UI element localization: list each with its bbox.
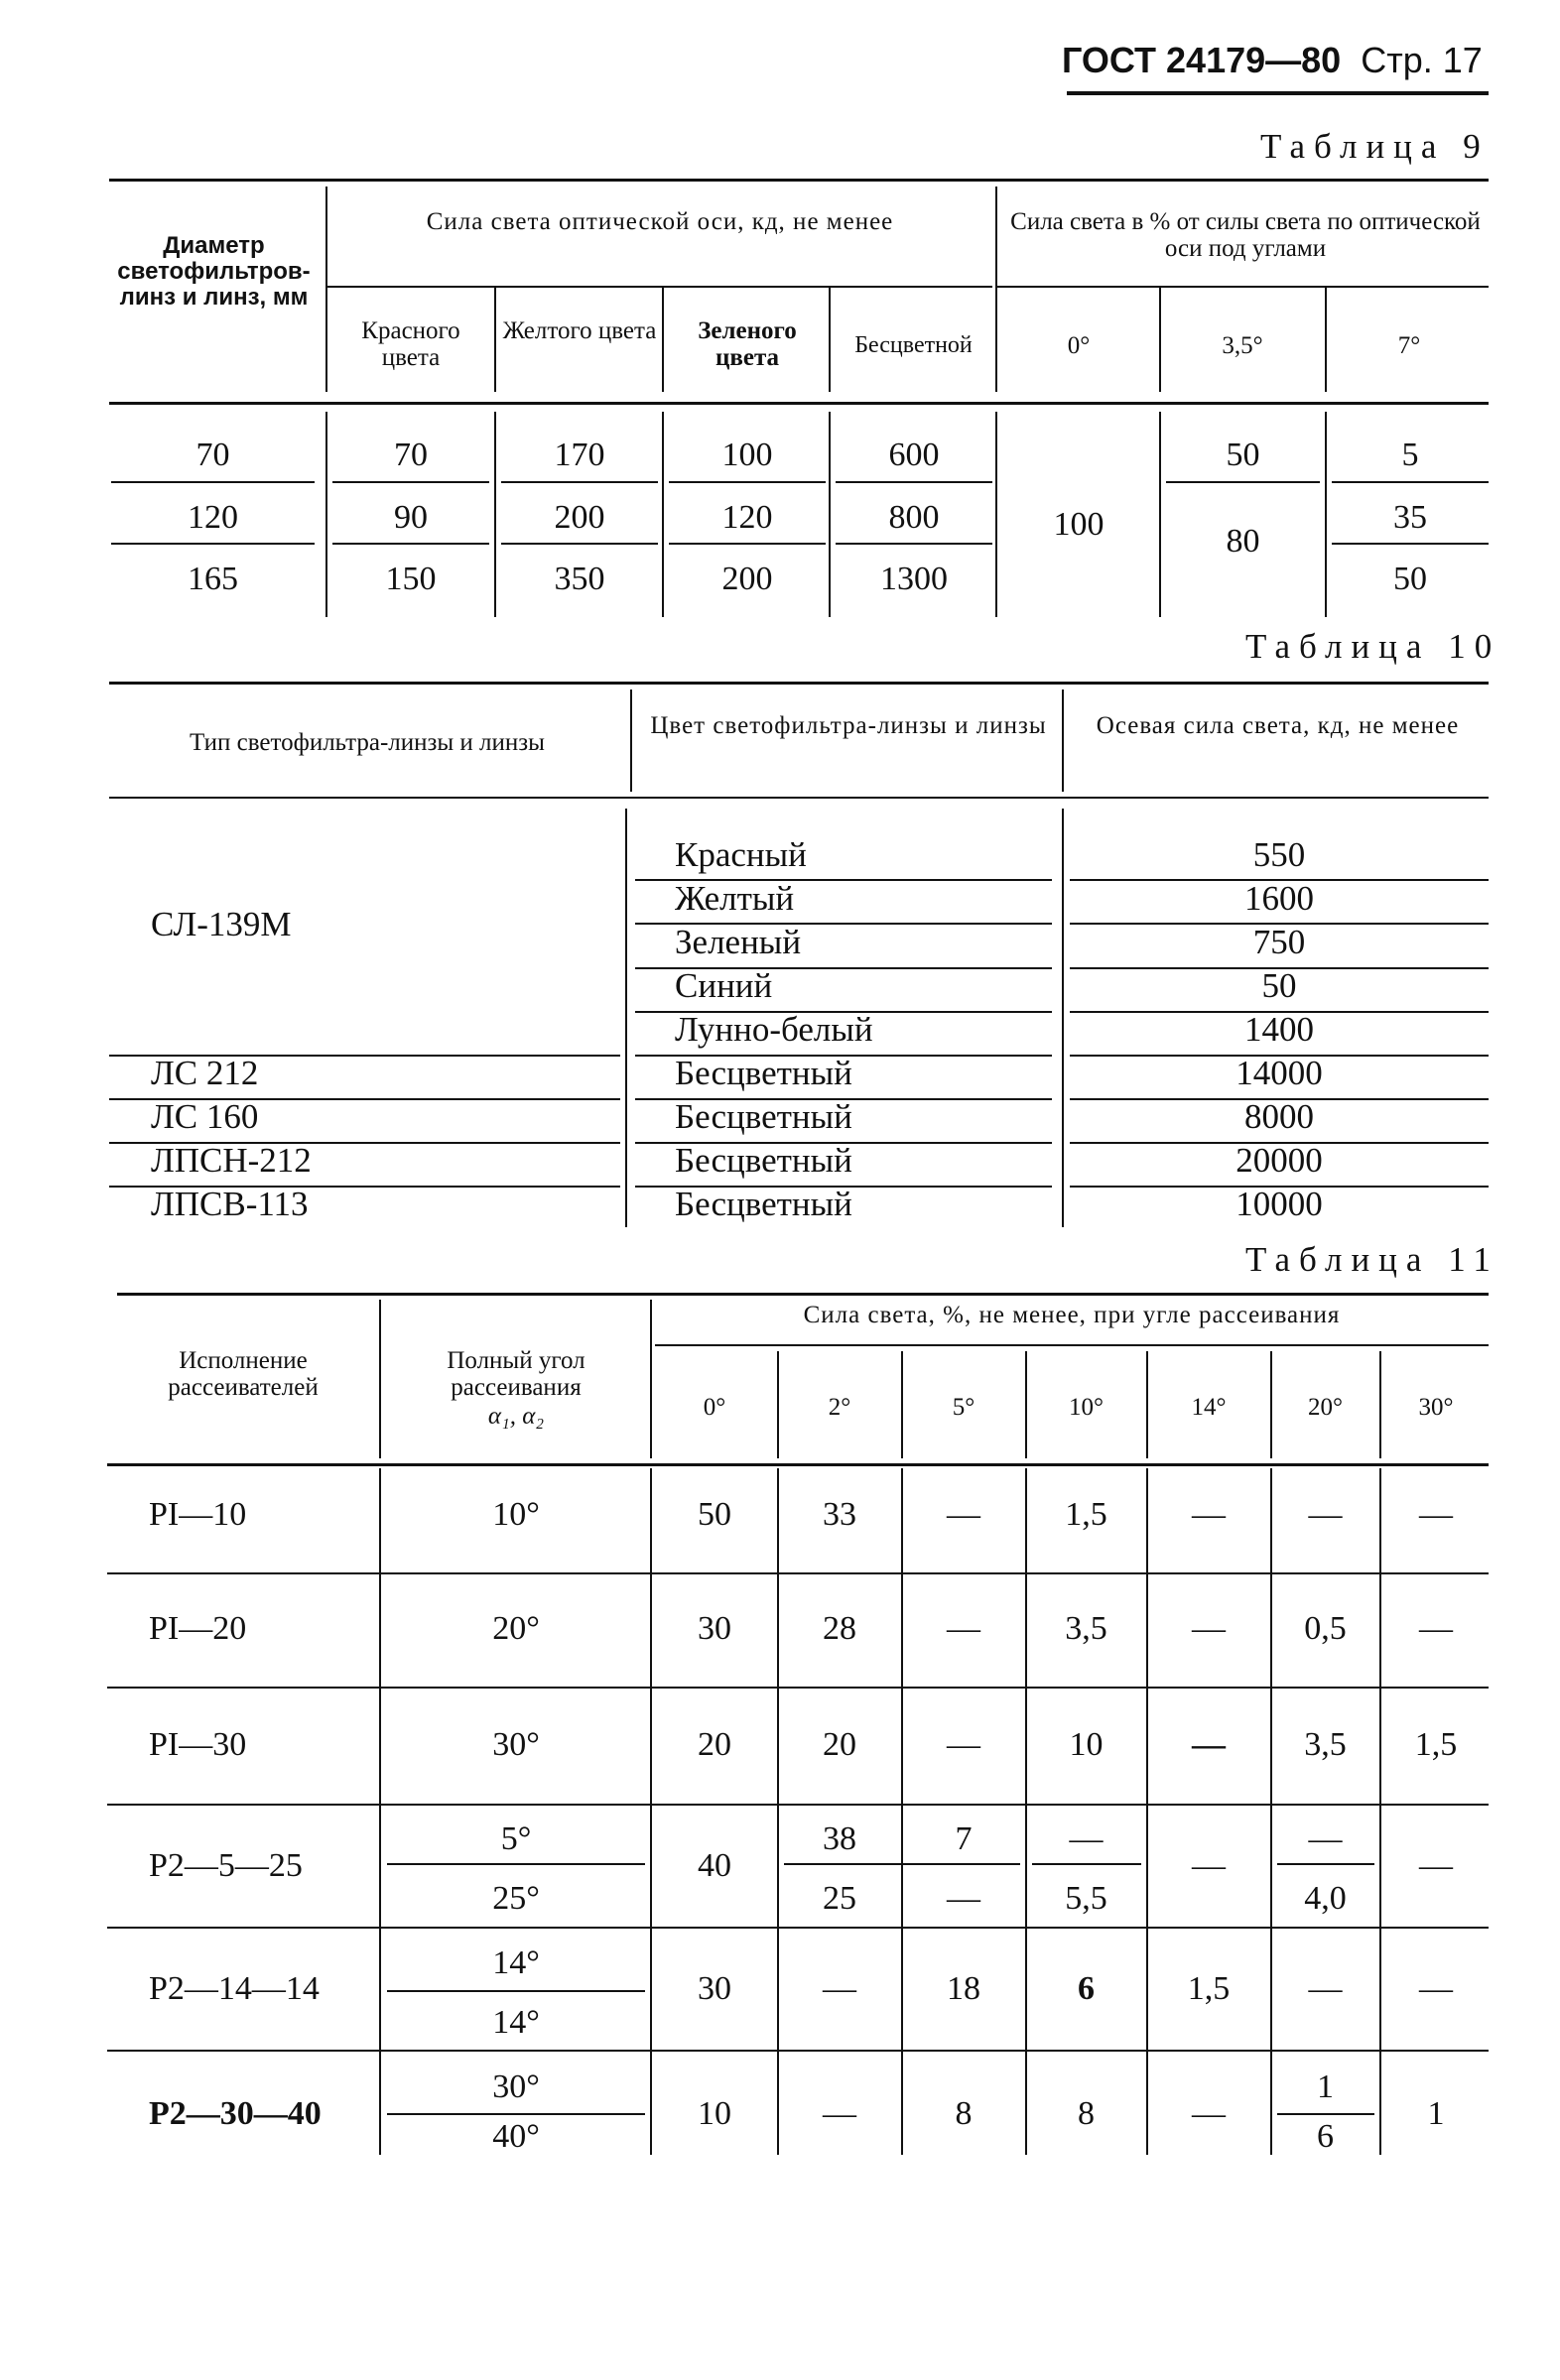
table9-col-diameter: Диаметр светофильтров-линз и линз, мм	[117, 232, 311, 311]
table9-cell: 70	[195, 437, 230, 473]
table10-color: Бесцветный	[675, 1097, 852, 1136]
table10-type: ЛПСВ-113	[151, 1185, 309, 1223]
table10-color: Бесцветный	[675, 1185, 852, 1223]
table11-angle: 14°	[492, 1944, 540, 1981]
table11-cell: 6	[1317, 2118, 1334, 2155]
table11-cell: 8	[955, 2095, 973, 2132]
table11-cell: —	[1308, 1820, 1343, 1857]
table9-cell: 5	[1401, 437, 1419, 473]
table11-angle-0: 0°	[703, 1394, 726, 1421]
table9-caption: Таблица 9	[1260, 127, 1490, 166]
table11-col-angle: Полный угол рассеивания	[447, 1347, 585, 1401]
table11-cell: 3,5	[1304, 1726, 1347, 1763]
table11-cell: 8	[1078, 2095, 1095, 2132]
table11-cell: 25	[823, 1880, 856, 1917]
table9-cell: 800	[888, 499, 940, 536]
table9-cell: 1300	[880, 561, 948, 597]
table11-cell: 1,5	[1414, 1726, 1458, 1763]
table10-value: 750	[1252, 923, 1306, 961]
table11-cell: —	[1419, 1847, 1453, 1884]
table11-cell: 0,5	[1304, 1610, 1347, 1647]
table11-angle: 40°	[492, 2118, 540, 2155]
table11-cell: —	[1308, 1970, 1343, 2007]
table9-cell: 120	[188, 499, 238, 536]
table11-cell: —	[947, 1610, 980, 1647]
table11-cell: 40	[698, 1847, 731, 1884]
table11-cell: 10	[698, 2095, 731, 2132]
header-rule	[1067, 91, 1489, 95]
table9-cell-merged: 100	[1053, 506, 1105, 543]
table9-cell: 90	[394, 499, 428, 536]
table10-color: Бесцветный	[675, 1141, 852, 1180]
table10-type: ЛПСН-212	[151, 1141, 312, 1180]
table9-cell: 50	[1393, 561, 1427, 597]
table11-angle: 14°	[492, 2004, 540, 2041]
table11-caption: Таблица 11	[1245, 1240, 1499, 1279]
table11-cell: 38	[823, 1820, 856, 1857]
page-number: Стр. 17	[1361, 40, 1483, 80]
table11-cell: —	[1419, 1496, 1453, 1533]
table11-cell: 7	[955, 1820, 973, 1857]
table9-col-pct: Сила света в % от силы света по оптической оси под углами	[1010, 208, 1481, 262]
table10-caption: Таблица 10	[1245, 627, 1501, 666]
table11-cell: —	[1419, 1970, 1453, 2007]
table11-cell: —	[1308, 1496, 1343, 1533]
table11-angle-5: 5°	[952, 1394, 975, 1421]
table11-cell: —	[823, 1970, 856, 2007]
table10-color: Желтый	[675, 879, 795, 918]
table10-group-type: СЛ-139М	[151, 905, 292, 943]
table11-cell: 33	[823, 1496, 856, 1533]
table11-exec: P2—14—14	[149, 1970, 320, 2007]
table9-sub-yellow: Желтого цвета	[502, 317, 657, 344]
table9-cell: 200	[554, 499, 605, 536]
table10-value: 50	[1261, 966, 1297, 1005]
table11-cell: 18	[947, 1970, 980, 2007]
table11-cell: —	[1192, 1610, 1226, 1647]
table9-cell: 200	[721, 561, 773, 597]
table11-cell: 1	[1427, 2095, 1445, 2132]
table9-sub-red: Красного цвета	[361, 317, 460, 371]
table9-sub-colorless: Бесцветной	[854, 332, 973, 358]
table11-cell: 30	[698, 1610, 731, 1647]
table11-cell: 30	[698, 1970, 731, 2007]
table11-cell: 4,0	[1304, 1880, 1347, 1917]
table11-cell: 1,5	[1065, 1496, 1107, 1533]
table11-cell: 5,5	[1065, 1880, 1107, 1917]
table10-color: Зеленый	[675, 923, 802, 961]
table10-col-type: Тип светофильтра-линзы и линзы	[190, 729, 545, 756]
table9-cell: 600	[888, 437, 940, 473]
table11-cell: 3,5	[1065, 1610, 1107, 1647]
table11-cell: —	[1192, 2095, 1226, 2132]
table11-cell: —	[947, 1880, 980, 1917]
table11-angle: 30°	[492, 1726, 540, 1763]
table11-cell: 28	[823, 1610, 856, 1647]
table9-cell: 165	[188, 561, 238, 597]
table11-angle: 10°	[492, 1496, 540, 1533]
table10-color: Красный	[675, 835, 807, 874]
table10-type: ЛС 212	[151, 1054, 259, 1092]
table11-cell: —	[1419, 1610, 1453, 1647]
table9-cell: 350	[554, 561, 605, 597]
doc-title: ГОСТ 24179—80	[1062, 40, 1342, 80]
table10-value: 20000	[1235, 1141, 1323, 1180]
table11-angle: 25°	[492, 1880, 540, 1917]
table11-exec: P2—5—25	[149, 1847, 303, 1884]
table11-cell: —	[1192, 1726, 1226, 1763]
table11-angle: 20°	[492, 1610, 540, 1647]
table9-col-axis: Сила света оптической оси, кд, не менее	[426, 208, 894, 235]
table11-exec: P2—30—40	[149, 2095, 322, 2132]
table10-value: 1400	[1244, 1010, 1314, 1049]
table11-angle-10: 10°	[1069, 1394, 1104, 1421]
table10-value: 14000	[1235, 1054, 1323, 1092]
table9-sub-angle-0: 0°	[1067, 332, 1091, 359]
table11-cell: —	[1192, 1496, 1226, 1533]
table11-cell: 50	[698, 1496, 731, 1533]
table11-angle: 5°	[500, 1820, 532, 1857]
table10-value: 550	[1252, 835, 1306, 874]
table11-cell: 1,5	[1187, 1970, 1231, 2007]
table11-angle-20: 20°	[1308, 1394, 1343, 1421]
table11-angle-30: 30°	[1418, 1394, 1454, 1421]
table11-cell: 1	[1317, 2068, 1334, 2105]
table10-value: 10000	[1235, 1185, 1323, 1223]
table9-cell: 50	[1226, 437, 1260, 473]
table11-exec: PI—10	[149, 1496, 247, 1533]
table10-value: 8000	[1244, 1097, 1314, 1136]
table10-color: Бесцветный	[675, 1054, 852, 1092]
table11-col-group: Сила света, %, не менее, при угле рассеивания	[803, 1302, 1341, 1328]
table10-color: Синий	[675, 966, 773, 1005]
table11-cell: 20	[823, 1726, 856, 1763]
table9-sub-angle-3-5: 3,5°	[1222, 332, 1263, 359]
table11-col-angle-sym: α₁, α₂	[487, 1403, 545, 1430]
table10-col-color: Цвет светофильтра-линзы и линзы	[650, 712, 1047, 739]
table11-angle-2: 2°	[828, 1394, 851, 1421]
table11-cell: —	[823, 2095, 856, 2132]
table11-col-exec: Исполнение рассеивателей	[168, 1347, 319, 1401]
table9-cell: 170	[554, 437, 605, 473]
table10-color: Лунно-белый	[675, 1010, 873, 1049]
table9-cell: 100	[721, 437, 773, 473]
table11-cell: 10	[1069, 1726, 1104, 1763]
table11-exec: PI—20	[149, 1610, 247, 1647]
table11-exec: PI—30	[149, 1726, 247, 1763]
table11-cell: —	[1192, 1847, 1226, 1884]
table9-cell: 70	[394, 437, 428, 473]
table10-value: 1600	[1244, 879, 1314, 918]
table11-cell: —	[1069, 1820, 1104, 1857]
table9-sub-angle-7: 7°	[1397, 332, 1421, 359]
table10-col-intensity: Осевая сила света, кд, не менее	[1096, 712, 1460, 739]
table11-cell: 20	[698, 1726, 731, 1763]
table9-cell: 150	[385, 561, 437, 597]
table11-angle-14: 14°	[1191, 1394, 1227, 1421]
page-header	[1062, 40, 1498, 89]
table10-type: ЛС 160	[151, 1097, 259, 1136]
table11-cell: 6	[1078, 1970, 1095, 2007]
table9-sub-green: Зеленого цвета	[698, 317, 797, 371]
table9-cell: 35	[1393, 499, 1427, 536]
table9-cell-merged: 80	[1226, 523, 1260, 560]
table11-angle: 30°	[492, 2068, 540, 2105]
table9-cell: 120	[721, 499, 773, 536]
table11-cell: —	[947, 1496, 980, 1533]
table11-cell: —	[947, 1726, 980, 1763]
